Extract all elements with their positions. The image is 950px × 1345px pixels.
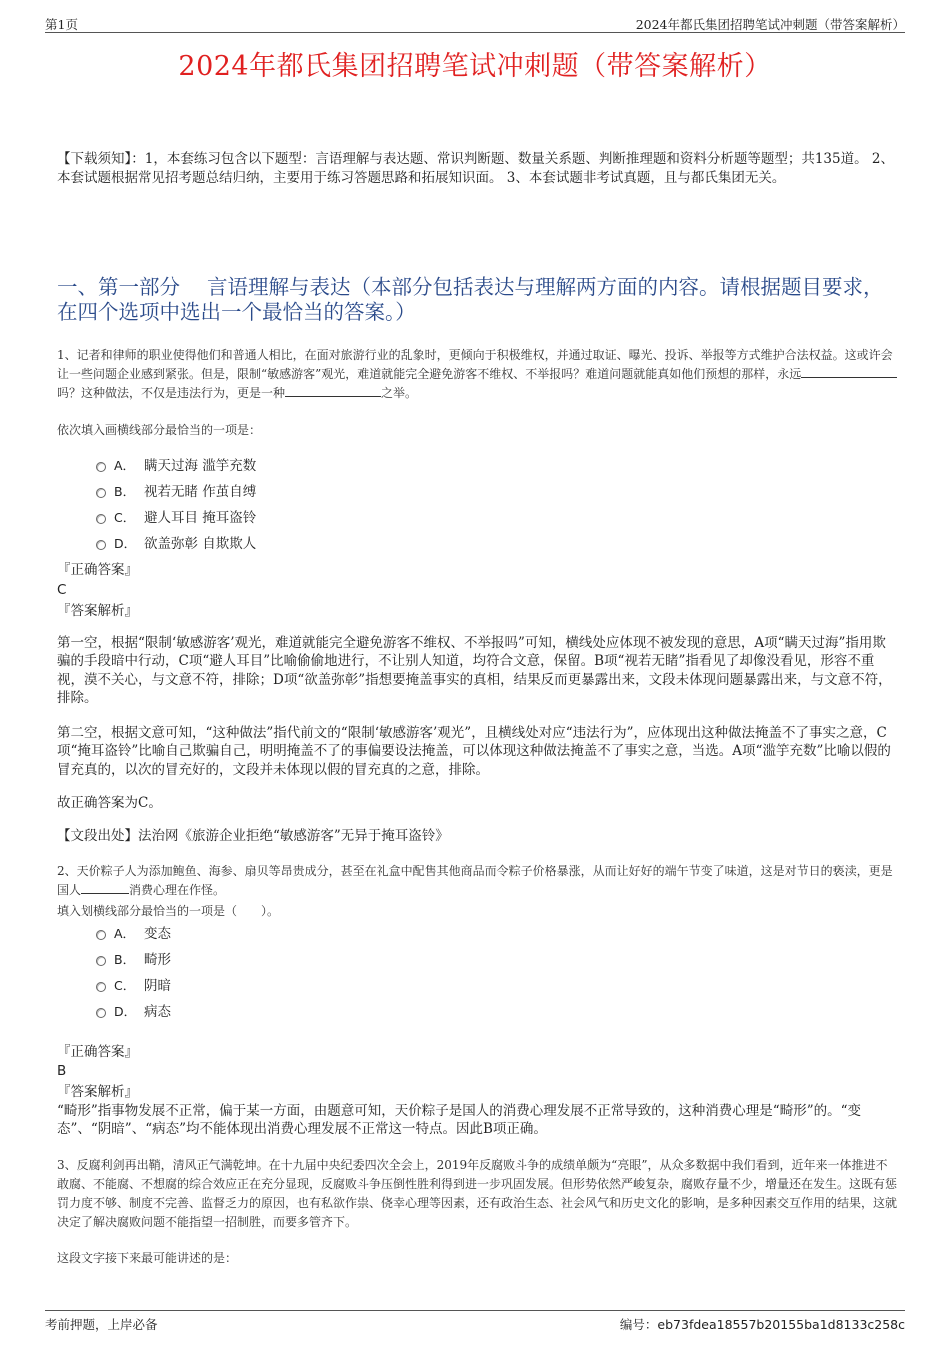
download-notice: 【下载须知】：1，本套练习包含以下题型：言语理解与表达题、常识判断题、数量关系题、判断推理题和资料分析题等题型；共135道。 2、本套试题根据常见招考题总结归纳，主要用于练习答题思路和拓展知识面。 3、本套试题非考试真题，且与都氏集团无关。 [57, 151, 894, 186]
question-3-stem: 3、反腐利剑再出鞘，清风正气满乾坤。在十九届中央纪委四次全会上，2019年反腐败斗争的成绩单颇为“亮眼”，从众多数据中我们看到，近年来一体推进不敢腐、不能腐、不想腐的综合效应正在充分显现，反腐败斗争压倒性胜利得到进一步巩固发展。但形势依然严峻复杂，腐败存量不少，增量还在发生。这既有惩罚力度不够、制度不完善、监督乏力的原因，也有私欲作祟、侥幸心理等因素，还有政治生态、社会风气和历史文化的影响，是多种因素交互作用的结果，这就决定了解决腐败问题不能指望一招制胜，而要多管齐下。 [57, 1158, 898, 1229]
option-c[interactable]: C． 避人耳目 掩耳盗铃 [96, 505, 256, 531]
question-1-options [96, 453, 256, 557]
footer-slogan: 考前押题，上岸必备 [45, 1317, 158, 1332]
correct-answer-value: B [57, 1063, 67, 1079]
radio-icon[interactable] [96, 488, 106, 498]
analysis-label: 『答案解析』 [57, 1084, 138, 1100]
option-a[interactable]: A． 变态 [96, 921, 171, 947]
analysis-label: 『答案解析』 [57, 603, 138, 619]
radio-icon[interactable] [96, 540, 106, 550]
analysis-paragraph-1: 第一空，根据“限制‘敏感游客’观光，难道就能完全避免游客不维权、不举报吗”可知，横线处应体现不被发现的意思，A项“瞒天过海”指用欺骗的手段暗中行动，C项“避人耳目”比喻偷偷地进行，不让别人知道，均符合文意，保留。B项“视若无睹”指看见了却像没看见，形容不重视，漠不关心，与文意不符，排除；D项“欲盖弥彰”指想要掩盖事实的真相，结果反而更暴露出来，文段未体现问题暴露出来，与文意不符，排除。 [57, 635, 892, 706]
option-a[interactable]: A． 瞒天过海 滥竽充数 [96, 453, 256, 479]
question-2-options [96, 921, 171, 1025]
question-2-stem: 2、天价粽子人为添加鲍鱼、海参、扇贝等昂贵成分，甚至在礼盒中配售其他商品而令粽子价格暴涨，从而让好好的端午节变了味道，这是对节日的亵渎，更是国人 消费心理在作怪。 [57, 864, 893, 897]
option-c[interactable]: C． 阴暗 [96, 973, 171, 999]
fill-blank-2 [285, 384, 381, 397]
page-header [45, 12, 905, 33]
header-doc-title: 2024年都氏集团招聘笔试冲刺题（带答案解析） [635, 17, 905, 32]
question-3-prompt: 这段文字接下来最可能讲述的是： [57, 1251, 238, 1265]
radio-icon[interactable] [96, 514, 106, 524]
radio-icon[interactable] [96, 462, 106, 472]
section-heading: 一、第一部分 言语理解与表达（本部分包括表达与理解两方面的内容。请根据题目要求，在四个选项中选出一个最恰当的答案。） [57, 275, 884, 324]
radio-icon[interactable] [96, 982, 106, 992]
question-1-stem: 1、记者和律师的职业使得他们和普通人相比，在面对旅游行业的乱象时，更倾向于积极维权，并通过取证、曝光、投诉、举报等方式维护合法权益。这或许会让一些问题企业感到紧张。但是，限制“敏感游客”观光，难道就能完全避免游客不维权、不举报吗？难道问题就能真如他们预想的那样，永远吗？这种做法，不仅是违法行为，更是一种 之举。 [57, 346, 899, 403]
correct-answer-label: 『正确答案』 [57, 562, 138, 578]
question-2-prompt: 填入划横线部分最恰当的一项是（ ）。 [57, 904, 280, 918]
radio-icon[interactable] [96, 956, 106, 966]
fill-blank-1 [801, 365, 897, 378]
option-b[interactable]: B． 视若无睹 作茧自缚 [96, 479, 256, 505]
correct-answer-label: 『正确答案』 [57, 1044, 138, 1060]
source-citation: 【文段出处】法治网《旅游企业拒绝“敏感游客”无异于掩耳盗铃》 [57, 828, 449, 844]
radio-icon[interactable] [96, 1008, 106, 1018]
radio-icon[interactable] [96, 930, 106, 940]
option-d[interactable]: D． 欲盖弥彰 自欺欺人 [96, 531, 256, 557]
analysis-conclusion: 故正确答案为C。 [57, 795, 162, 811]
footer-code: 编号：eb73fdea18557b20155ba1d8133c258c [619, 1317, 905, 1332]
page-footer [45, 1310, 905, 1332]
option-b[interactable]: B． 畸形 [96, 947, 171, 973]
page-number: 第1页 [45, 17, 78, 32]
page-title: 2024年都氏集团招聘笔试冲刺题（带答案解析） [178, 51, 772, 82]
question-1-prompt: 依次填入画横线部分最恰当的一项是： [57, 423, 262, 437]
analysis-paragraph-2: 第二空，根据文意可知，“这种做法”指代前文的“限制‘敏感游客’观光”，且横线处对应“违法行为”，应体现出这种做法掩盖不了事实之意，C项“掩耳盗铃”比喻自己欺骗自己，明明掩盖不了的事偏要设法掩盖，可以体现这种做法掩盖不了事实之意，当选。A项“滥竽充数”比喻以假的冒充真的，以次的冒充好的，文段并未体现以假的冒充真的之意，排除。 [57, 725, 891, 778]
correct-answer-value: C [57, 582, 67, 598]
fill-blank [81, 881, 129, 894]
analysis-paragraph: “畸形”指事物发展不正常，偏于某一方面，由题意可知，天价粽子是国人的消费心理发展不正常导致的，这种消费心理是“畸形”的。“变态”、“阴暗”、“病态”均不能体现出消费心理发展不正常这一特点。因此B项正确。 [57, 1103, 862, 1138]
option-d[interactable]: D． 病态 [96, 999, 171, 1025]
